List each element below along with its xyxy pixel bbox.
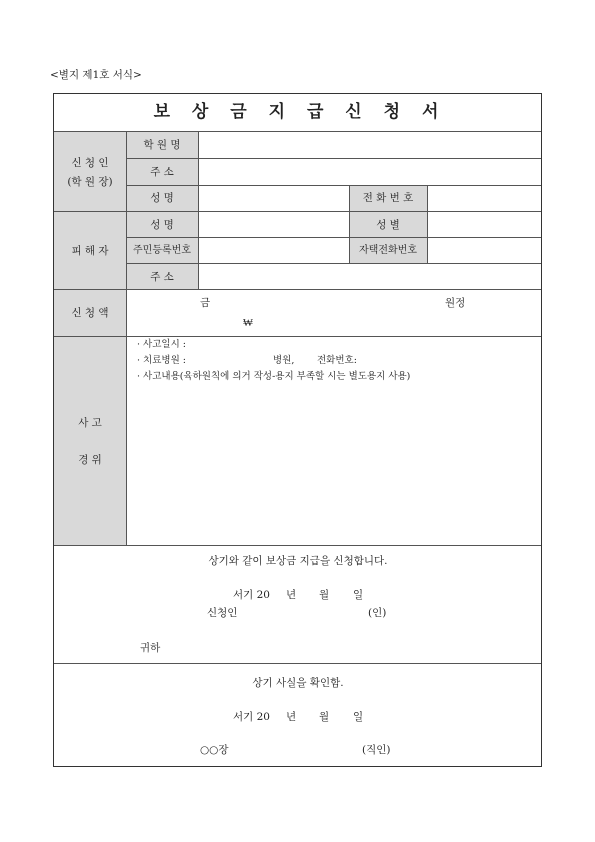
victim-address-field[interactable] xyxy=(199,264,541,289)
won-symbol: ₩ xyxy=(243,317,253,329)
confirmation-statement: 상기 사실을 확인함. xyxy=(252,677,344,689)
accident-hospital-phone-label: 전화번호: xyxy=(317,355,357,366)
accident-description-line: · 사고내용(육하원칙에 의거 작성-용지 부족할 시는 별도용지 사용) xyxy=(137,371,411,382)
application-day-label: 일 xyxy=(353,589,364,601)
amount-section-label: 신 청 액 xyxy=(71,307,109,319)
accident-hospital-label: · 치료병원 : xyxy=(137,355,186,366)
form-title: 보 상 금 지 급 신 청 서 xyxy=(153,102,447,122)
applicant-sign-label: 신청인 xyxy=(207,607,238,619)
confirmation-month-label: 월 xyxy=(319,711,330,723)
applicant-section-label: 신 청 인 xyxy=(71,157,109,169)
accident-description-field[interactable] xyxy=(127,388,541,544)
official-title: ○○장 xyxy=(200,744,229,756)
accident-hospital-suffix: 병원, xyxy=(273,355,295,366)
addressee: 귀하 xyxy=(140,642,161,654)
official-seal: (직인) xyxy=(362,744,391,756)
application-date-prefix: 서기 20 xyxy=(233,589,270,601)
applicant-phone-field[interactable] xyxy=(428,186,541,211)
academy-name-label: 학 원 명 xyxy=(143,139,181,151)
victim-name-label: 성 명 xyxy=(150,219,174,231)
amount-field[interactable] xyxy=(215,291,440,335)
applicant-name-label: 성 명 xyxy=(150,192,174,204)
accident-datetime-line: · 사고일시 : xyxy=(137,339,186,350)
applicant-section-bg xyxy=(54,132,126,212)
victim-gender-field[interactable] xyxy=(428,212,541,237)
victim-name-field[interactable] xyxy=(199,212,349,237)
victim-home-phone-field[interactable] xyxy=(428,238,541,263)
accident-label-bg xyxy=(54,337,126,545)
victim-resident-no-field[interactable] xyxy=(199,238,349,263)
victim-resident-no-label: 주민등록번호 xyxy=(133,245,191,256)
academy-name-field[interactable] xyxy=(199,132,541,158)
confirmation-day-label: 일 xyxy=(353,711,364,723)
amount-prefix: 금 xyxy=(200,297,211,309)
form-caption: <별지 제1호 서식> xyxy=(50,69,142,81)
confirmation-year-label: 년 xyxy=(286,711,297,723)
victim-gender-label: 성 별 xyxy=(376,219,400,231)
application-month-label: 월 xyxy=(319,589,330,601)
confirmation-date-prefix: 서기 20 xyxy=(233,711,270,723)
accident-section-label: 사 고 xyxy=(78,417,102,429)
applicant-address-field[interactable] xyxy=(199,159,541,185)
victim-section-label: 피 해 자 xyxy=(71,245,109,257)
application-statement: 상기와 같이 보상금 지급을 신청합니다. xyxy=(208,555,388,567)
applicant-section-sublabel: (학 원 장) xyxy=(67,176,113,188)
victim-address-label: 주 소 xyxy=(150,271,174,283)
applicant-phone-label: 전 화 번 호 xyxy=(362,192,414,204)
accident-section-sublabel: 경 위 xyxy=(78,454,102,466)
victim-home-phone-label: 자택전화번호 xyxy=(359,245,417,256)
applicant-name-field[interactable] xyxy=(199,186,349,211)
applicant-address-label: 주 소 xyxy=(150,166,174,178)
applicant-seal: (인) xyxy=(368,607,387,619)
application-year-label: 년 xyxy=(286,589,297,601)
amount-suffix: 원정 xyxy=(445,297,466,309)
